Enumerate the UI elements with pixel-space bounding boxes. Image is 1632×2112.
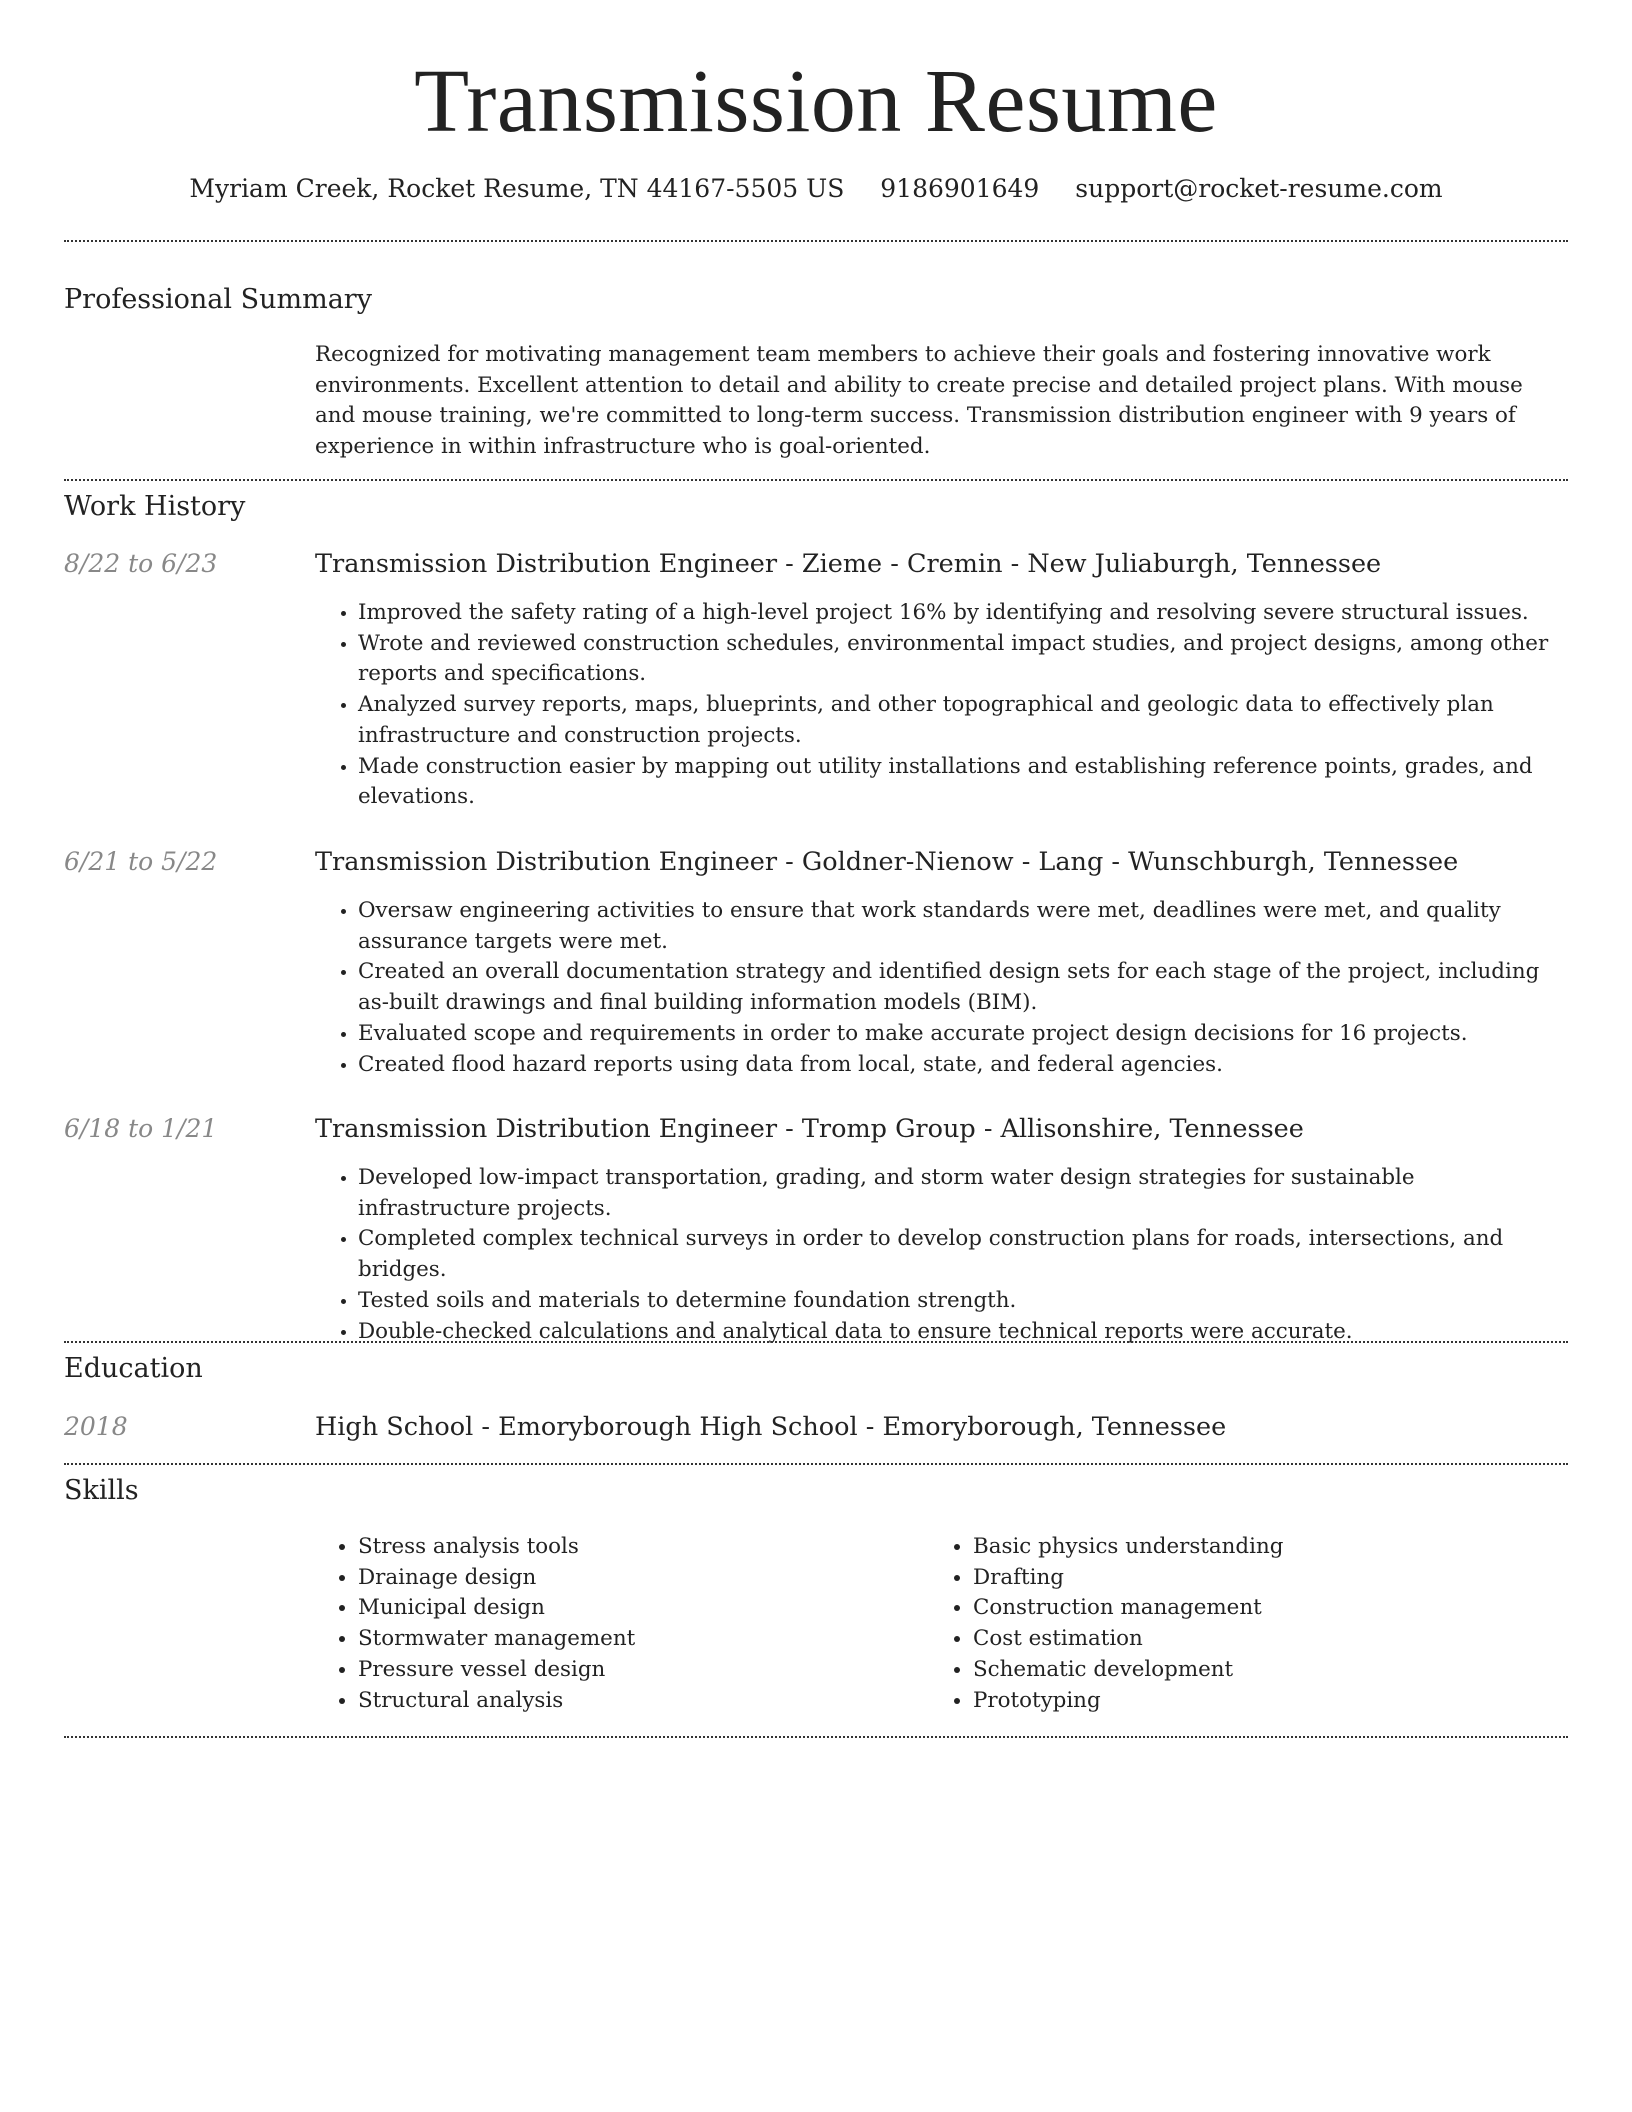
- contact-address: Myriam Creek, Rocket Resume, TN 44167-5505 US: [189, 174, 845, 203]
- job-title: Transmission Distribution Engineer - Zieme - Cremin - New Juliaburgh, Tennessee: [315, 549, 1382, 579]
- divider: [64, 479, 1568, 481]
- skills-list-left: [315, 1532, 958, 1716]
- job-bullets: [315, 896, 1568, 1080]
- skill-item: • Stress analysis tools: [358, 1532, 958, 1563]
- list-item: • Evaluated scope and requirements in order to make accurate project design decisions for 16 projects.: [358, 1019, 1568, 1050]
- skill-item: • Pressure vessel design: [358, 1655, 958, 1686]
- job-dates: 8/22 to 6/23: [64, 549, 218, 578]
- list-item: • Analyzed survey reports, maps, blueprints, and other topographical and geologic data to effectively plan infrastructure and construction projects.: [358, 690, 1568, 751]
- work-history-heading: Work History: [64, 491, 246, 522]
- list-item: • Tested soils and materials to determine foundation strength.: [358, 1286, 1568, 1317]
- skills-list-right: [930, 1532, 1573, 1716]
- list-item: • Oversaw engineering activities to ensure that work standards were met, deadlines were met, and quality assurance targets were met.: [358, 896, 1568, 957]
- divider: [64, 1341, 1568, 1343]
- contact-phone: 9186901649: [880, 174, 1040, 203]
- divider: [64, 1463, 1568, 1465]
- contact-email: support@rocket-resume.com: [1075, 174, 1443, 203]
- summary-heading: Professional Summary: [64, 284, 372, 315]
- skill-item: • Construction management: [973, 1593, 1573, 1624]
- job-bullets: [315, 1163, 1568, 1347]
- skill-item: • Schematic development: [973, 1655, 1573, 1686]
- job-title: Transmission Distribution Engineer - Tromp Group - Allisonshire, Tennessee: [315, 1114, 1304, 1144]
- list-item: • Completed complex technical surveys in order to develop construction plans for roads, intersections, and bridges.: [358, 1224, 1568, 1285]
- education-entry: High School - Emoryborough High School - Emoryborough, Tennessee: [315, 1412, 1227, 1442]
- skill-item: • Drafting: [973, 1563, 1573, 1594]
- skills-heading: Skills: [64, 1475, 139, 1506]
- skill-item: • Prototyping: [973, 1686, 1573, 1717]
- job-bullets: [315, 598, 1568, 813]
- skill-item: • Municipal design: [358, 1593, 958, 1624]
- list-item: • Created flood hazard reports using data from local, state, and federal agencies.: [358, 1050, 1568, 1081]
- list-item: • Developed low-impact transportation, grading, and storm water design strategies for sustainable infrastructure projects.: [358, 1163, 1568, 1224]
- skill-item: • Cost estimation: [973, 1624, 1573, 1655]
- list-item: • Double-checked calculations and analytical data to ensure technical reports were accurate.: [358, 1317, 1568, 1348]
- job-dates: 6/18 to 1/21: [64, 1114, 218, 1143]
- skill-item: • Basic physics understanding: [973, 1532, 1573, 1563]
- skill-item: • Structural analysis: [358, 1686, 958, 1717]
- list-item: • Wrote and reviewed construction schedules, environmental impact studies, and project designs, among other reports and specifications.: [358, 629, 1568, 690]
- education-heading: Education: [64, 1353, 203, 1384]
- summary-text: Recognized for motivating management team members to achieve their goals and fostering innovative work environments. Excellent attention to detail and ability to create precise and detailed project plans. With mouse and mouse training, we're committed to long-term success. Transmission distribution engineer with 9 years of experience in within infrastructure who is goal-oriented.: [315, 342, 1523, 460]
- list-item: • Created an overall documentation strategy and identified design sets for each stage of the project, including as-built drawings and final building information models (BIM).: [358, 957, 1568, 1018]
- resume-title: Transmission Resume: [414, 52, 1218, 151]
- contact-line: [64, 172, 1568, 206]
- job-dates: 6/21 to 5/22: [64, 847, 218, 876]
- skill-item: • Stormwater management: [358, 1624, 958, 1655]
- divider: [64, 1736, 1568, 1738]
- list-item: • Improved the safety rating of a high-level project 16% by identifying and resolving severe structural issues.: [358, 598, 1568, 629]
- skill-item: • Drainage design: [358, 1563, 958, 1594]
- list-item: • Made construction easier by mapping out utility installations and establishing reference points, grades, and elevations.: [358, 752, 1568, 813]
- job-title: Transmission Distribution Engineer - Goldner-Nienow - Lang - Wunschburgh, Tennessee: [315, 847, 1459, 877]
- education-year: 2018: [64, 1412, 128, 1441]
- divider: [64, 240, 1568, 242]
